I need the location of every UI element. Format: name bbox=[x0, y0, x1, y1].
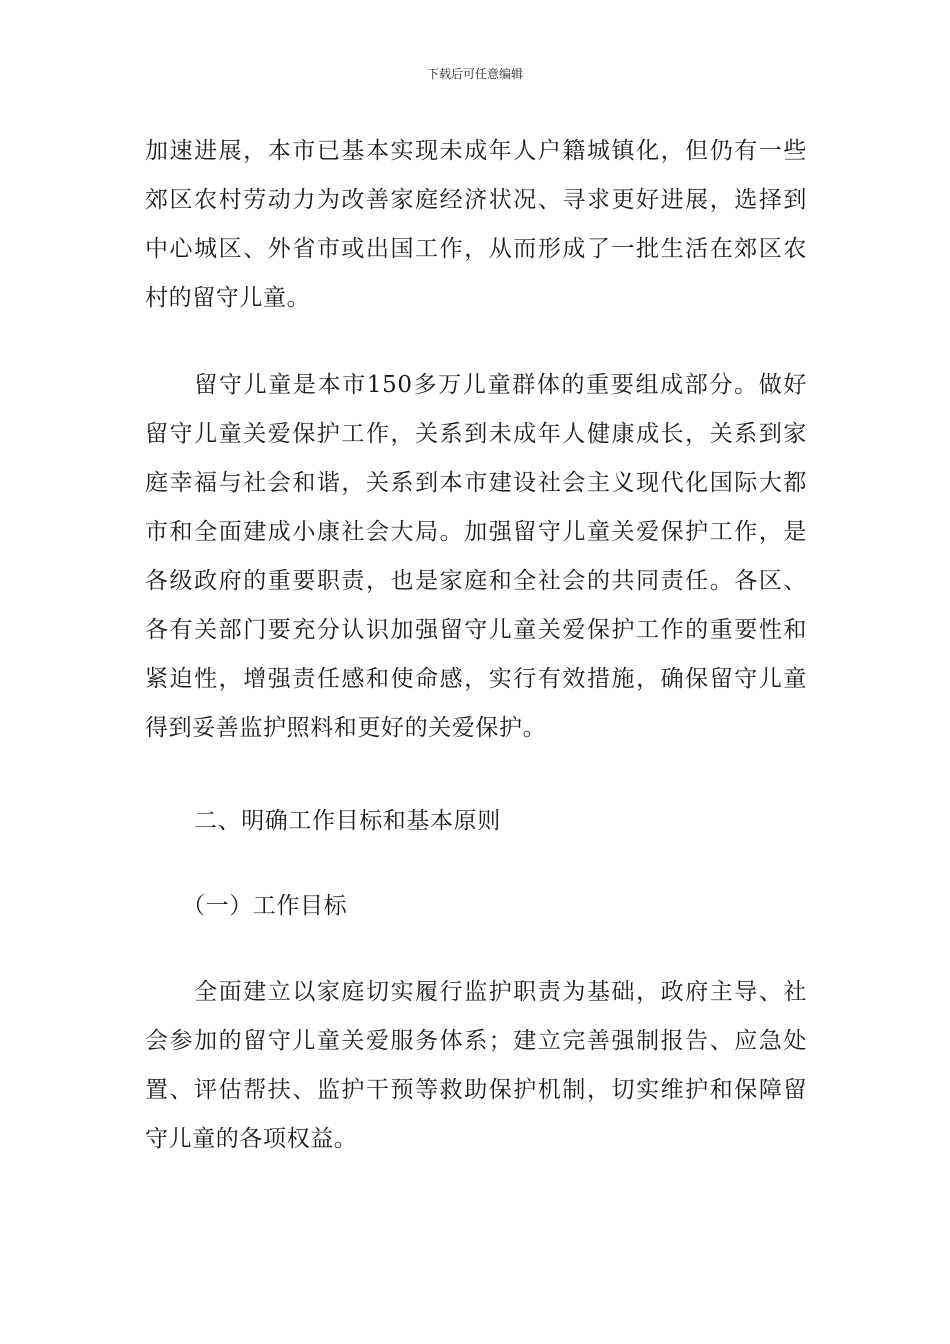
page-header-note: 下载后可任意编辑 bbox=[426, 67, 523, 81]
paragraph-line: 留守儿童是本市150多万儿童群体的重要组成部分。做好 bbox=[145, 372, 807, 398]
subsection-heading: （一）工作目标 bbox=[182, 893, 348, 919]
paragraph-line: 郊区农村劳动力为改善家庭经济状况、寻求更好进展，选择到 bbox=[145, 187, 807, 213]
section-heading: 二、明确工作目标和基本原则 bbox=[194, 808, 501, 834]
paragraph-line: 会参加的留守儿童关爱服务体系；建立完善强制报告、应急处 bbox=[145, 1028, 807, 1054]
paragraph-3 bbox=[145, 968, 807, 1164]
paragraph-line: 市和全面建成小康社会大局。加强留守儿童关爱保护工作，是 bbox=[145, 519, 807, 545]
paragraph-1 bbox=[145, 127, 807, 323]
paragraph-2 bbox=[145, 361, 807, 753]
paragraph-line: 全面建立以家庭切实履行监护职责为基础，政府主导、社 bbox=[145, 979, 807, 1005]
paragraph-line: 庭幸福与社会和谐，关系到本市建设社会主义现代化国际大都 bbox=[145, 470, 807, 496]
paragraph-line: 加速进展，本市已基本实现未成年人户籍城镇化，但仍有一些 bbox=[145, 138, 807, 164]
paragraph-line: 各有关部门要充分认识加强留守儿童关爱保护工作的重要性和 bbox=[145, 617, 807, 643]
paragraph-line: 村的留守儿童。 bbox=[145, 285, 311, 311]
paragraph-line: 紧迫性，增强责任感和使命感，实行有效措施，确保留守儿童 bbox=[145, 666, 807, 692]
paragraph-line: 守儿童的各项权益。 bbox=[145, 1126, 358, 1152]
paragraph-line: 置、评估帮扶、监护干预等救助保护机制，切实维护和保障留 bbox=[145, 1077, 807, 1103]
paragraph-line: 得到妥善监护照料和更好的关爱保护。 bbox=[145, 715, 547, 741]
paragraph-line: 各级政府的重要职责，也是家庭和全社会的共同责任。各区、 bbox=[145, 568, 807, 594]
paragraph-line: 留守儿童关爱保护工作，关系到未成年人健康成长，关系到家 bbox=[145, 421, 807, 447]
paragraph-line: 中心城区、外省市或出国工作，从而形成了一批生活在郊区农 bbox=[145, 236, 807, 262]
